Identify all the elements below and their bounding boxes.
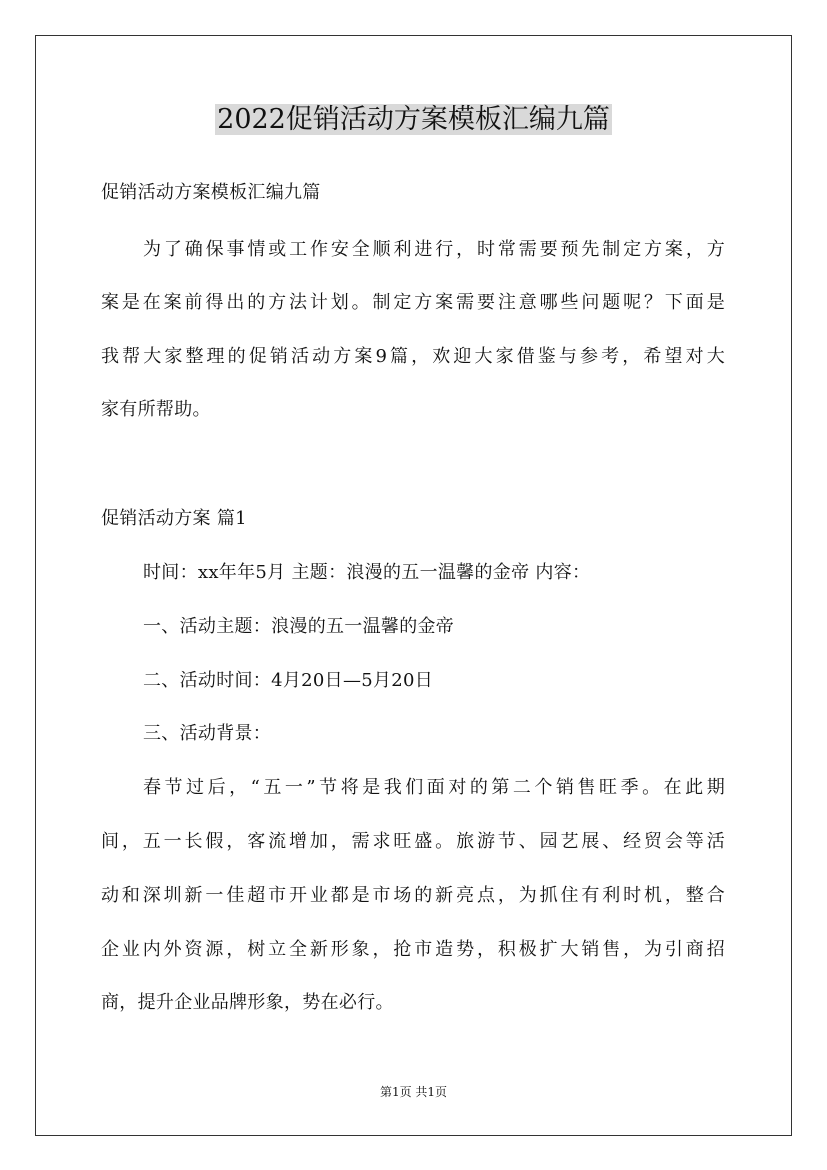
document-title-text: 2022促销活动方案模板汇编九篇 (217, 104, 610, 135)
intro-line-1: 为了确保事情或工作安全顺利进行，时常需要预先制定方案，方 (143, 239, 725, 260)
document-title (0, 100, 827, 140)
time-line: 时间：xx年年5月 主题：浪漫的五一温馨的金帝 内容： (143, 562, 591, 583)
document-subtitle: 促销活动方案模板汇编九篇 (101, 182, 321, 203)
background-line-3: 动和深圳新一佳超市开业都是市场的新亮点，为抓住有利时机，整合 (101, 885, 725, 906)
list-item-background: 三、活动背景： (143, 723, 272, 744)
background-line-5: 商，提升企业品牌形象，势在必行。 (101, 992, 394, 1013)
page-footer: 第1页 共1页 (379, 1085, 448, 1099)
intro-line-4: 家有所帮助。 (101, 399, 211, 420)
list-item-time: 二、活动时间：4月20日—5月20日 (143, 670, 434, 691)
section-heading: 促销活动方案 篇1 (101, 508, 247, 529)
intro-line-2: 案是在案前得出的方法计划。制定方案需要注意哪些问题呢？下面是 (101, 292, 725, 313)
background-line-4: 企业内外资源，树立全新形象，抢市造势，积极扩大销售，为引商招 (101, 939, 725, 960)
background-line-2: 间，五一长假，客流增加，需求旺盛。旅游节、园艺展、经贸会等活 (101, 831, 725, 852)
list-item-theme: 一、活动主题：浪漫的五一温馨的金帝 (143, 616, 455, 637)
intro-line-3: 我帮大家整理的促销活动方案9篇，欢迎大家借鉴与参考，希望对大 (101, 346, 725, 367)
background-line-1: 春节过后，“五一”节将是我们面对的第二个销售旺季。在此期 (143, 777, 725, 798)
